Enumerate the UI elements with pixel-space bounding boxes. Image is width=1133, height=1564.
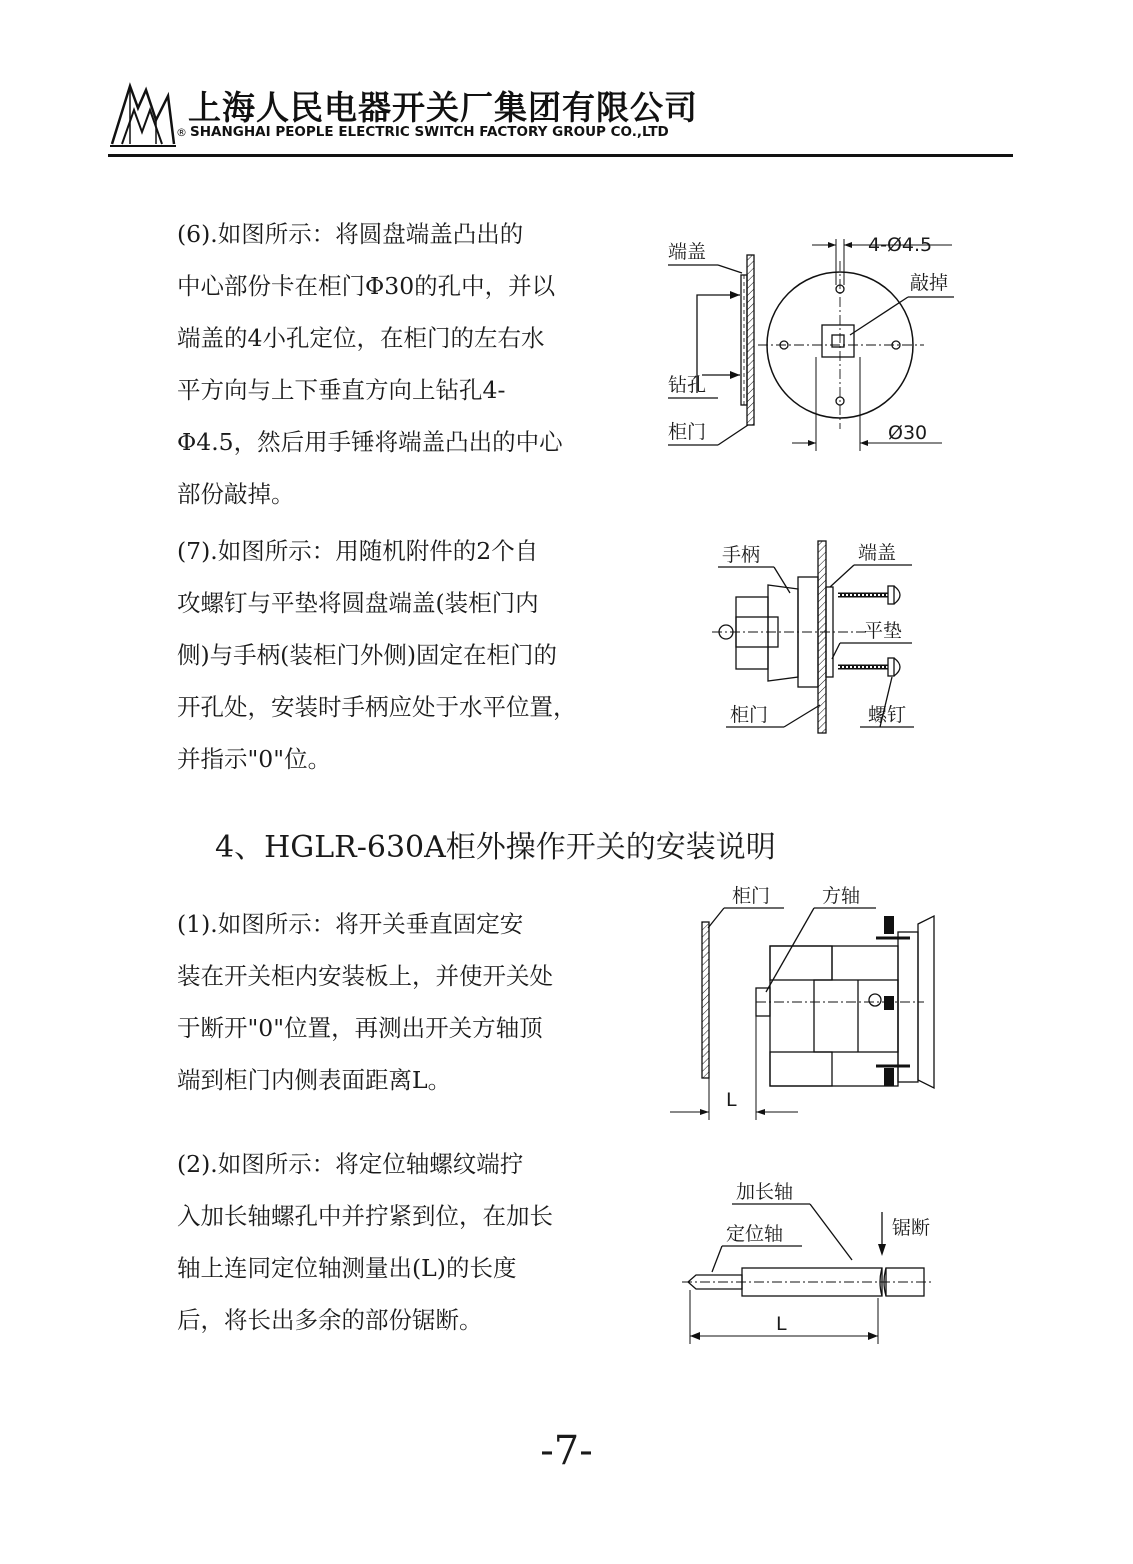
label-length: L <box>726 1089 737 1111</box>
company-logo-icon <box>108 80 178 148</box>
label-knock-out: 敲掉 <box>910 272 949 294</box>
label-end-cap: 端盖 <box>668 241 707 263</box>
label-screw: 螺钉 <box>868 704 907 726</box>
step6-figure <box>662 225 962 465</box>
header-divider <box>108 154 1013 157</box>
page-number: -7- <box>540 1428 593 1474</box>
label-extension-shaft: 加长轴 <box>736 1181 794 1203</box>
shaft-cut-diagram <box>682 1172 952 1347</box>
label-square-shaft: 方轴 <box>822 885 861 907</box>
step2-paragraph: (2).如图所示：将定位轴螺纹端拧 入加长轴螺孔中并拧紧到位，在加长 轴上连同定位轴测量出(L)的长度 后，将长出多余的部份锯断。 <box>177 1150 553 1334</box>
label-saw-off: 锯断 <box>892 1217 931 1239</box>
step6-paragraph: (6).如图所示：将圆盘端盖凸出的 中心部份卡在柜门Φ30的孔中，并以 端盖的4小孔定位，在柜门的左右水 平方向与上下垂直方向上钻孔4- Φ4.5，然后用手锤将端盖凸出的中心 部份敲掉。 <box>177 220 563 508</box>
screw-top-icon <box>838 586 900 604</box>
label-drill-hole: 钻孔 <box>668 374 707 396</box>
company-name-cn: 上海人民电器开关厂集团有限公司 <box>188 88 698 127</box>
screw-bottom-icon <box>838 658 900 676</box>
company-name-en <box>176 124 669 140</box>
handle-fixing-diagram <box>708 535 928 740</box>
step1-paragraph: (1).如图所示：将开关垂直固定安 装在开关柜内安装板上，并使开关处 于断开"0"位置，再测出开关方轴顶 端到柜门内侧表面距离L。 <box>177 910 553 1094</box>
label-positioning-shaft: 定位轴 <box>726 1223 784 1245</box>
switch-mount-diagram <box>664 876 954 1121</box>
page-header <box>108 76 1013 160</box>
label-door: 柜门 <box>730 704 769 726</box>
label-length: L <box>776 1313 787 1335</box>
company-name-en-text: SHANGHAI PEOPLE ELECTRIC SWITCH FACTORY GROUP CO.,LTD <box>190 124 669 140</box>
step1-figure <box>664 876 954 1121</box>
label-handle: 手柄 <box>722 544 761 566</box>
section-title: 4、HGLR-630A柜外操作开关的安装说明 <box>215 830 776 865</box>
label-end-cap: 端盖 <box>858 542 897 564</box>
label-washer: 平垫 <box>864 620 903 642</box>
label-door: 柜门 <box>668 421 707 443</box>
label-door: 柜门 <box>732 885 771 907</box>
label-holes-dim: 4-Ø4.5 <box>868 234 933 256</box>
step7-paragraph: (7).如图所示：用随机附件的2个自 攻螺钉与平垫将圆盘端盖(装柜门内 侧)与手柄(装柜门外侧)固定在柜门的 开孔处，安装时手柄应处于水平位置， 并指示"0"位。 <box>177 537 577 773</box>
step7-figure <box>708 535 928 740</box>
label-diameter: Ø30 <box>888 422 928 444</box>
registered-mark: ® <box>176 126 187 139</box>
step2-figure <box>682 1172 952 1347</box>
end-cap-drilling-diagram <box>662 225 962 465</box>
